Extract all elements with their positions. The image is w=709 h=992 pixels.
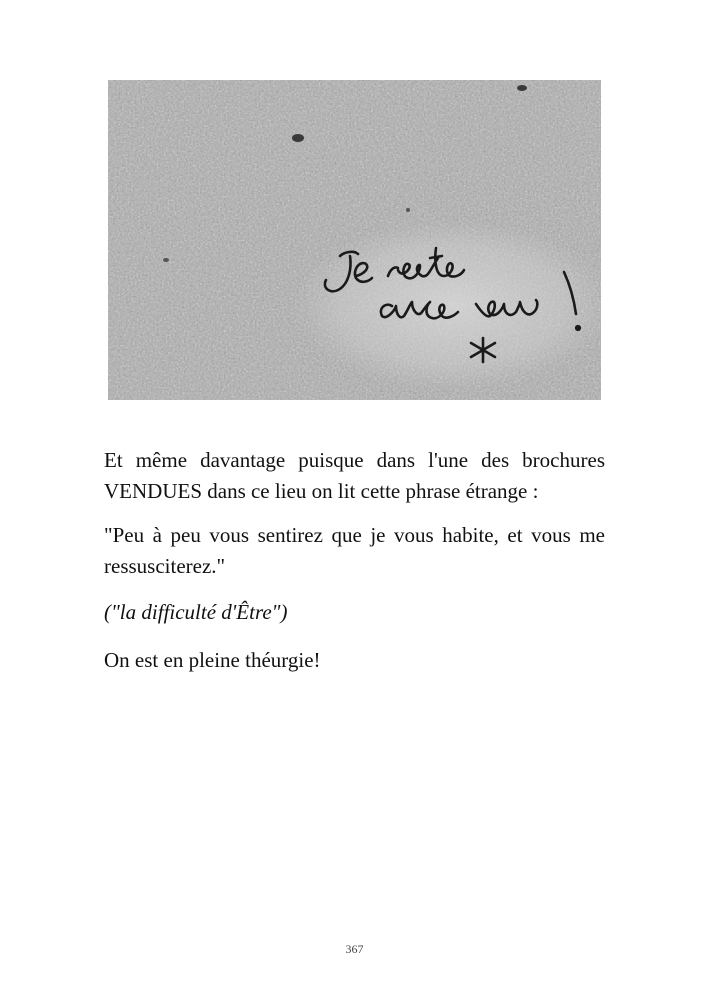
- paragraph-2-container: [104, 520, 605, 582]
- quotation: "Peu à peu vous sentirez que je vous habite, et vous me ressusciterez.": [104, 523, 605, 578]
- page-number: 367: [345, 942, 364, 956]
- quotation-source: ("la difficulté d'Être"): [104, 600, 288, 624]
- closing-sentence: On est en pleine théurgie!: [104, 648, 321, 672]
- paragraph-4-container: [104, 645, 605, 676]
- paragraph-1-container: [104, 445, 605, 507]
- paragraph-1: Et même davantage puisque dans l'une des brochures VENDUES dans ce lieu on lit cette phrase étrange :: [104, 448, 605, 503]
- wall-graffiti-photo: [108, 80, 601, 400]
- paragraph-3-container: [104, 597, 605, 628]
